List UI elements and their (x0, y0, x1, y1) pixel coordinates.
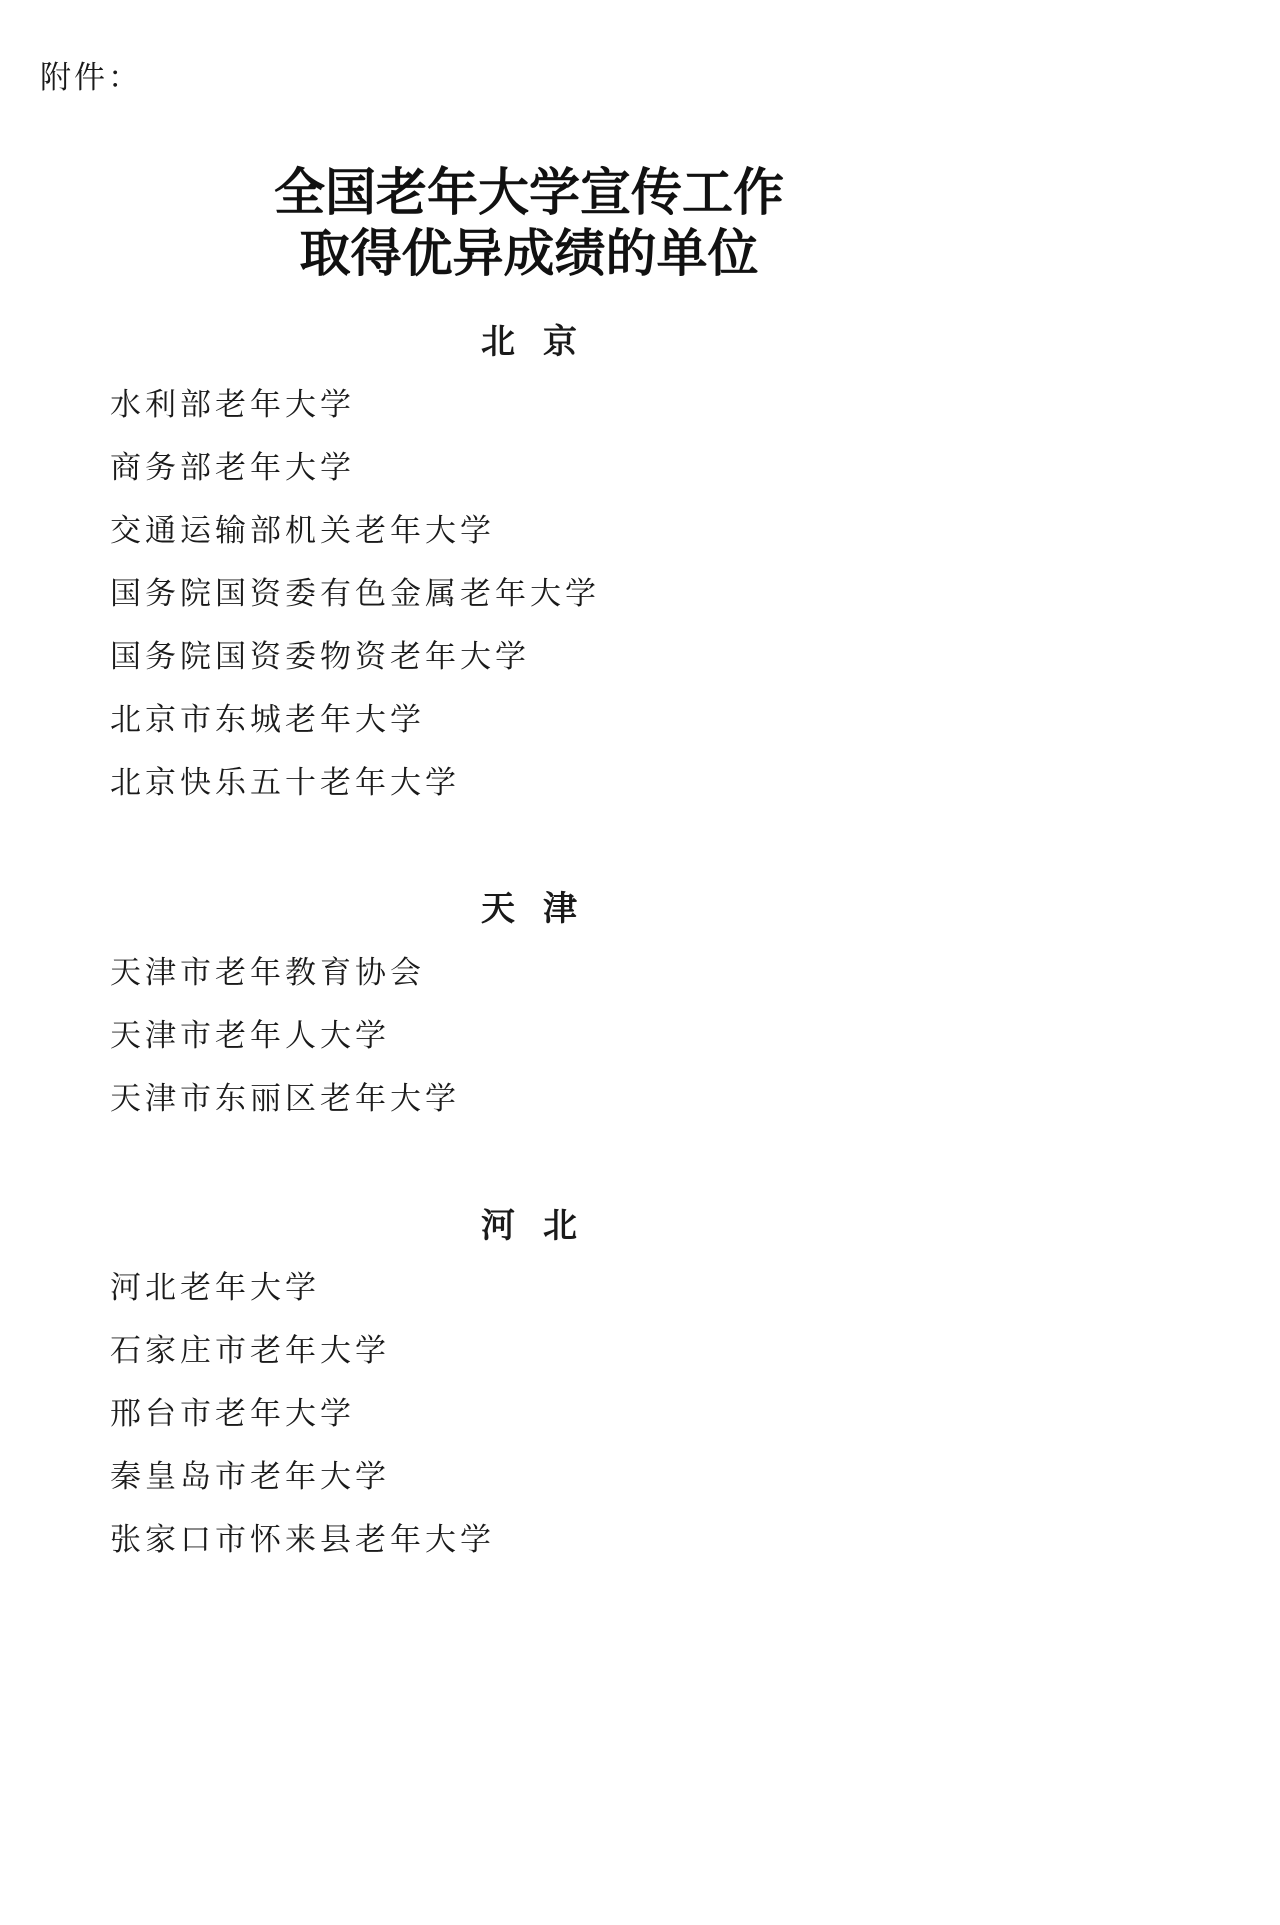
list-item: 张家口市怀来县老年大学 (110, 1522, 495, 1558)
list-item: 国务院国资委有色金属老年大学 (110, 576, 600, 612)
region-heading: 天津 (481, 889, 605, 929)
list-item: 天津市老年教育协会 (110, 955, 425, 991)
attachment-label: 附件： (40, 60, 142, 96)
list-item: 邢台市老年大学 (110, 1396, 355, 1432)
list-item: 河北老年大学 (110, 1270, 320, 1306)
list-item: 商务部老年大学 (110, 450, 355, 486)
title-line-1: 全国老年大学宣传工作 (273, 163, 784, 223)
list-item: 北京快乐五十老年大学 (110, 765, 460, 801)
list-item: 水利部老年大学 (110, 387, 355, 423)
list-item: 国务院国资委物资老年大学 (110, 639, 530, 675)
title-line-2: 取得优异成绩的单位 (299, 224, 759, 284)
region-heading: 北京 (481, 322, 605, 362)
list-item: 交通运输部机关老年大学 (110, 513, 495, 549)
list-item: 天津市东丽区老年大学 (110, 1081, 460, 1117)
list-item: 天津市老年人大学 (110, 1018, 390, 1054)
list-item: 秦皇岛市老年大学 (110, 1459, 390, 1495)
list-item: 石家庄市老年大学 (110, 1333, 390, 1369)
region-heading: 河北 (481, 1206, 605, 1246)
list-item: 北京市东城老年大学 (110, 702, 425, 738)
